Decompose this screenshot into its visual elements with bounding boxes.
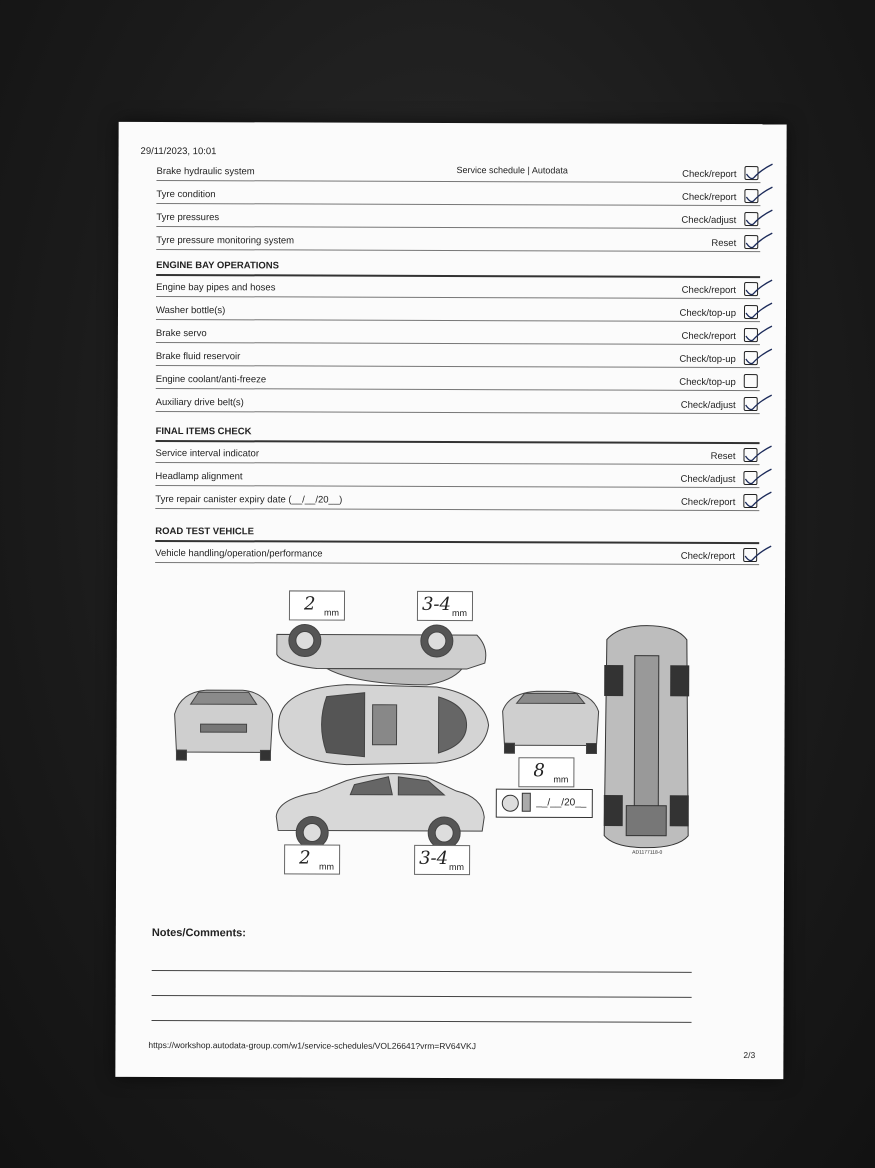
car-side-bottom-icon [276,773,484,849]
handwritten-tick-icon [740,301,774,323]
tread-box-rear-left: 3-4 mm [417,591,473,621]
checklist-action-label: Check/adjust [680,399,736,411]
handwritten-tick-icon [740,231,774,253]
section-road-test: ROAD TEST VEHICLE [155,518,759,544]
checklist-action-label: Check/report [681,191,737,203]
checklist-item-label: Vehicle handling/operation/performance [155,547,323,560]
handwritten-tick-icon [740,208,774,230]
section-engine-bay: ENGINE BAY OPERATIONS [156,252,760,278]
handwritten-tick-icon [740,278,774,300]
notes-line [152,970,692,973]
checklist-action-label: Reset [711,237,737,249]
canister-expiry-date: __/__/20__ [536,797,587,809]
tread-box-spare: 8 mm [518,757,574,787]
checklist-action-label: Check/top-up [679,307,737,319]
handwritten-tick-icon [740,324,774,346]
print-date: 29/11/2023, 10:01 [140,145,217,158]
car-top-icon [278,684,488,765]
checklist-action-label: Check/report [681,330,736,342]
handwritten-tick-icon [739,490,773,512]
checklist-row [155,540,759,565]
service-schedule-page [115,122,786,1079]
checklist-row [156,158,760,183]
handwritten-tick-icon [740,162,774,184]
checklist-checkbox[interactable] [744,374,758,388]
notes-line [152,995,692,998]
page-number: 2/3 [743,1050,756,1061]
checklist-row [155,486,759,511]
tread-box-rear-right: 3-4 mm [414,845,470,875]
checklist-row [156,274,760,299]
checklist-action-label: Check/adjust [681,214,737,226]
checklist-row [156,320,760,345]
diagram-reference: AD1177118-0 [632,849,663,856]
notes-line [152,1020,692,1023]
checklist-action-label: Check/top-up [679,376,736,388]
checklist-item-label: Brake servo [155,327,207,340]
checklist-action-label: Check/top-up [679,353,736,365]
checklist-action-label: Check/adjust [680,473,736,485]
checklist-row [156,366,760,391]
checklist-row [156,181,760,206]
checklist-row [156,204,760,229]
footer-url: https://workshop.autodata-group.com/w1/service-schedules/VOL26641?vrm=RV64VKJ [148,1039,476,1052]
checklist-action-label: Check/report [682,168,737,180]
tread-box-front-left: 2 mm [289,590,345,620]
checklist-item-label: Engine bay pipes and hoses [156,281,276,294]
checklist-action-label: Check/report [681,284,737,296]
checklist-row [156,343,760,368]
checklist-action-label: Check/report [680,550,736,562]
document-title: Service schedule | Autodata [456,165,568,176]
checklist-row [155,463,759,488]
handwritten-tick-icon [739,467,773,489]
notes-title: Notes/Comments: [151,926,246,940]
checklist-row [156,297,760,322]
vehicle-tyre-diagram [166,584,727,886]
vehicle-diagram-drawing [166,584,727,886]
checklist-item-label: Engine coolant/anti-freeze [155,373,267,386]
car-rear-icon [502,691,598,753]
handwritten-tick-icon [740,347,774,369]
checklist-action-label: Check/report [680,496,736,508]
checklist-item-label: Washer bottle(s) [155,304,226,317]
checklist-row [156,227,760,252]
car-underside-icon [604,626,689,848]
checklist-item-label: Auxiliary drive belt(s) [155,396,244,409]
car-front-icon [174,690,272,760]
checklist-item-label: Brake hydraulic system [156,165,255,178]
tread-box-front-right: 2 mm [284,844,340,874]
handwritten-tick-icon [739,544,773,566]
handwritten-tick-icon [740,393,774,415]
handwritten-tick-icon [739,444,773,466]
checklist-row [156,389,760,414]
car-side-top-icon [277,624,486,685]
checklist-row [155,440,759,465]
section-final-items: FINAL ITEMS CHECK [156,418,760,444]
checklist-item-label: Tyre pressures [156,211,220,224]
checklist-action-label: Reset [710,450,736,462]
handwritten-tick-icon [740,185,774,207]
checklist-item-label: Tyre condition [156,188,216,201]
checklist-item-label: Tyre pressure monitoring system [156,234,295,247]
checklist-item-label: Headlamp alignment [155,470,243,483]
checklist-item-label: Brake fluid reservoir [155,350,241,363]
checklist-item-label: Service interval indicator [155,447,260,460]
checklist-item-label: Tyre repair canister expiry date (__/__/20__) [155,493,343,506]
